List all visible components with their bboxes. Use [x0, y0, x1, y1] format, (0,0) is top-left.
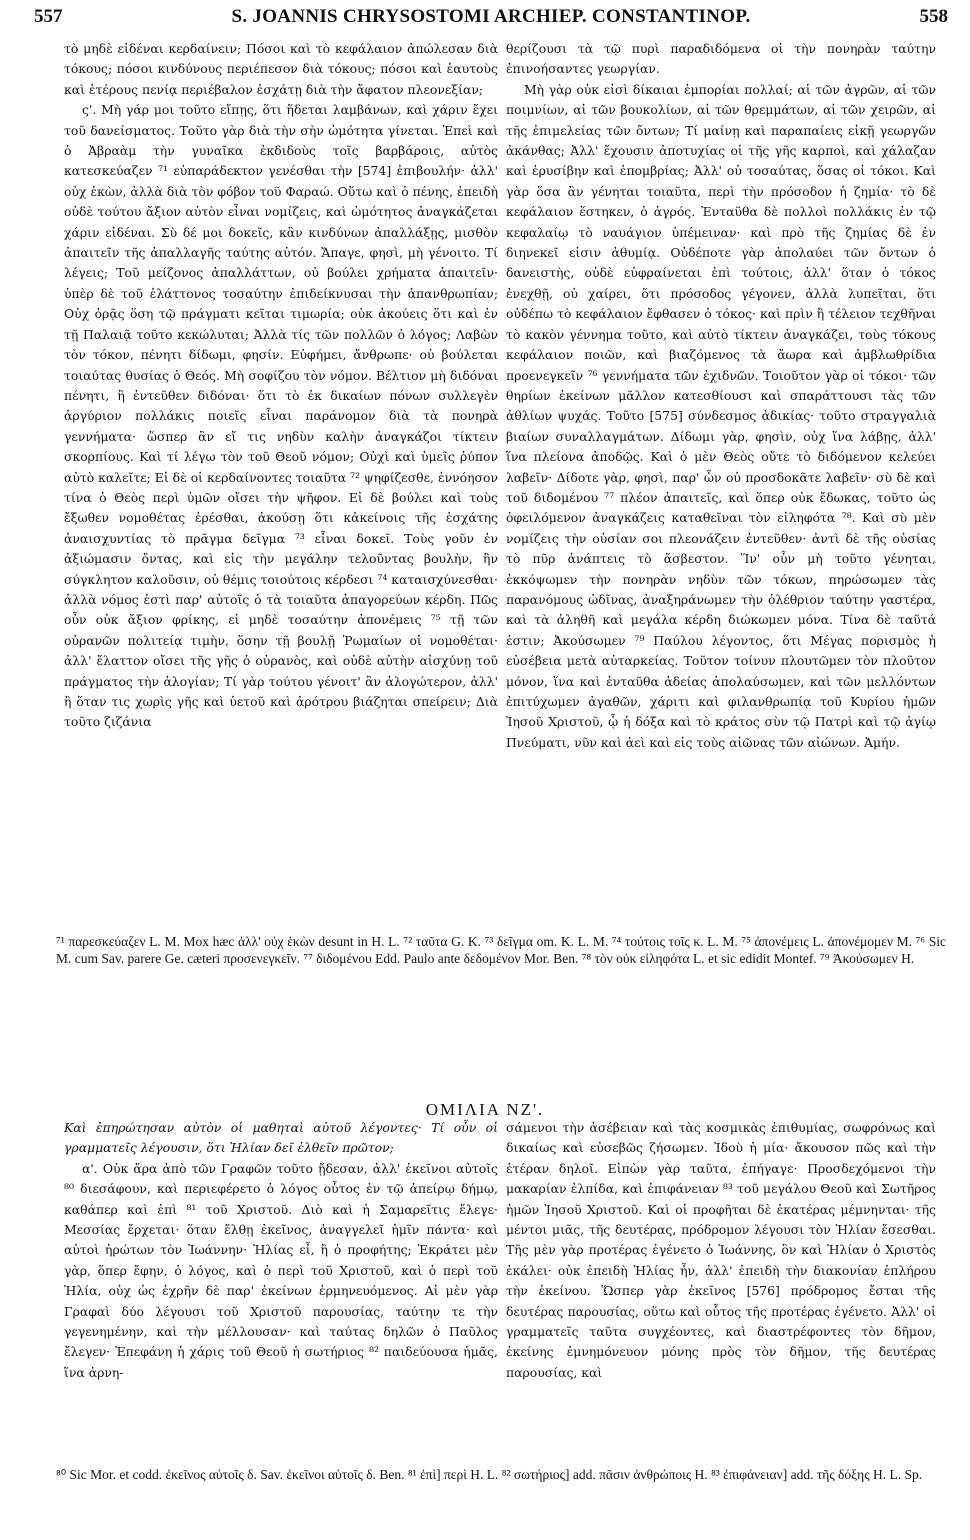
footnotes-upper	[56, 933, 946, 967]
running-header	[34, 6, 948, 36]
paragraph: Μὴ γὰρ οὐκ εἰσὶ δίκαιαι ἐμπορίαι πολλαί; αἱ τῶν ἀγρῶν, αἱ τῶν ποιμνίων, αἱ τῶν βουκολίων, αἱ τῶν θρεμμάτων, αἱ τῶν χειρῶν, αἱ τῆς ἐπιμελείας τῶν ὄντων; Τί μαίνῃ καὶ παραπαίεις εἰκῇ γεωργῶν ἀκάνθας; Ἀλλ' ἔχουσιν ἀποτυχίας οἱ τῆς γῆς καρποὶ, καὶ χάλαζαν καὶ ἐρυσίβην καὶ ἐπομβρίας; Ἀλλ' οὐ τοσαύτας, ὅσας οἱ τόκοι. Καὶ γὰρ ὅσα ἂν γένηται τοιαῦτα, περὶ τὴν πρόσοδον ἡ ζημία· τὸ δὲ κεφάλαιον ἕστηκεν, ὁ ἀγρός. Ἐνταῦθα δὲ πολλοὶ πολλάκις ἐν τῷ κεφαλαίῳ τὸ ναυάγιον ὑπέμειναν· καὶ πρὸ τῆς ζημίας δὲ ἐν διηνεκεῖ εἰσιν ἀθυμίᾳ. Οὐδέποτε γὰρ ἀπολαύει τῶν ὄντων ὁ δανειστὴς, οὐδὲ εὐφραίνεται ἐπὶ τούτοις, ἀλλ' ὅταν ὁ τόκος ἐνεχθῇ, οὐ χαίρει, ὅτι πρόσοδος γέγονεν, ἀλλὰ λυπεῖται, ὅτι οὐδέπω τὸ κεφάλαιον ἔφθασεν ὁ τόκος· καὶ πρὶν ἢ τέλειον τεχθῆναι τὸ κακὸν γέννημα τοῦτο, καὶ αὐτὸ τίκτειν ἀναγκάζει, τοὺς τόκους κεφάλαιον ποιῶν, καὶ βιαζόμενος τὰ ἄωρα καὶ ἀμβλωθρίδια προενεγκεῖν ⁷⁶ γεννήματα τῶν ἐχιδνῶν. Τοιοῦτον γὰρ οἱ τόκοι· τῶν θηρίων ἐκείνων μᾶλλον κατεσθίουσι καὶ σπαράττουσι τὰς τῶν ἀθλίων ψυχάς. Τοῦτο [575] σύνδεσμος ἀδικίας· τοῦτο στραγγαλιὰ βιαίων συναλλαγμάτων. Δίδωμι γὰρ, φησὶν, οὐχ ἵνα λάβῃς, ἀλλ' ἵνα πλείονα ἀποδῷς. Καὶ ὁ μὲν Θεὸς οὔτε τὸ διδόμενον κελεύει λαβεῖν· Δίδοτε γὰρ, φησὶ, παρ' ὧν οὐ προσδοκᾶτε λαβεῖν· σὺ δὲ καὶ τοῦ διδομένου ⁷⁷ πλέον ἀπαιτεῖς, καὶ ὅπερ οὐκ ἔδωκας, τοῦτο ὡς ὀφειλόμενον ἀναγκάζεις καταθεῖναι τὸν εἰληφότα ⁷⁸. Καὶ σὺ μὲν νομίζεις τὴν οὐσίαν σοι πλεονάζειν ἐντεῦθεν· ἀντὶ δὲ τῆς οὐσίας τὸ πῦρ ἀνάπτεις τὸ ἄσβεστον. Ἵν' οὖν μὴ τοῦτο γένηται, ἐκκόψωμεν τὴν πονηρὰν νηδὺν τῶν τόκων, πηρώσωμεν τὰς παρανόμους ὠδῖνας, ἀναξηράνωμεν τὴν ὀλέθριον ταύτην γαστέρα, καὶ τὰ ἀληθῆ καὶ μεγάλα κέρδη διώκωμεν μόνα. Τίνα δὲ ταῦτά ἐστιν; Ἀκούσωμεν ⁷⁹ Παύλου λέγοντος, ὅτι Μέγας πορισμὸς ἡ εὐσέβεια μετὰ αὐταρκείας. Τοῦτον τοίνυν πλουτῶμεν τὸν πλοῦτον μόνον, ἵνα καὶ ἐνταῦθα ἀδείας ἀπολαύσωμεν, καὶ τῶν μελλόντων ἐπιτύχωμεν ἀγαθῶν, χάριτι καὶ φιλανθρωπίᾳ τοῦ Κυρίου ἡμῶν Ἰησοῦ Χριστοῦ, ᾧ ἡ δόξα καὶ τὸ κράτος σὺν τῷ Πατρὶ καὶ τῷ ἁγίῳ Πνεύματι, νῦν καὶ ἀεὶ καὶ εἰς τοὺς αἰῶνας τῶν αἰώνων. Ἀμήν.	[506, 81, 936, 750]
footnote-text: ⁷¹ παρεσκεύαζεν L. M. Mox hæc ἀλλ' οὐχ ἑκὼν desunt in H. L. ⁷² ταῦτα G. K. ⁷³ δεῖγμα om. K. L. M. ⁷⁴ τούτοις τοῖς κ. L. M. ⁷⁵ ἀπονέμεις L. ἀπονέμομεν M. ⁷⁶ Sic M. cum Sav. parere Ge. cæteri προσενεγκεῖν. ⁷⁷ διδομένου Edd. Paulo ante δεδομένον Mor. Ben. ⁷⁸ τὸν οὐκ εἰληφότα L. et sic edidit Montef. ⁷⁹ Ἀκούσωμεν H.	[56, 934, 946, 966]
paragraph: α'. Οὐκ ἄρα ἀπὸ τῶν Γραφῶν τοῦτο ᾔδεσαν, ἀλλ' ἐκεῖνοι αὐτοῖς ⁸⁰ διεσάφουν, καὶ περιεφέρετο ὁ λόγος οὗτος ἐν τῷ ἀπείρῳ δήμῳ, καθάπερ καὶ ἐπὶ ⁸¹ τοῦ Χριστοῦ. Διὸ καὶ ἡ Σαμαρεῖτις ἔλεγε· Μεσσίας ἔρχεται· ὅταν ἔλθῃ ἐκεῖνος, ἀναγγελεῖ ἡμῖν πάντα· καὶ αὐτοὶ ἠρώτων τὸν Ἰωάννην· Ἠλίας εἶ, ἢ ὁ προφήτης; Ἐκράτει μὲν γὰρ, ὅπερ ἔφην, ὁ λόγος, καὶ ὁ περὶ τοῦ Χριστοῦ, καὶ ὁ περὶ τοῦ Ἠλία, οὐχ ὡς ἐχρῆν δὲ παρ' ἐκείνων ἑρμηνευόμενος. Αἱ μὲν γὰρ Γραφαὶ δύο λέγουσι τοῦ Χριστοῦ παρουσίας, ταύτην τε τὴν γεγενημένην, καὶ τὴν μέλλουσαν· καὶ ταύτας δηλῶν ὁ Παῦλος ἔλεγεν· Ἐπεφάνη ἡ χάρις τοῦ Θεοῦ ἡ σωτήριος ⁸² παιδεύουσα ἡμᾶς, ἵνα ἀρνη-	[64, 1160, 498, 1380]
running-title: S. JOANNIS CHRYSOSTOMI ARCHIEP. CONSTANTINOP.	[231, 6, 751, 27]
footnote-text: ⁸⁰ Sic Mor. et codd. ἐκεῖνος αὐτοῖς δ. Sav. ἐκεῖνοι αὐτοῖς δ. Ben. ⁸¹ ἐπὶ] περὶ H. L. ⁸² σωτήριος] add. πᾶσιν ἀνθρώποις H. ⁸³ ἐπιφάνειαν] add. τῆς δόξης H. L. Sp.	[56, 1467, 923, 1482]
homily-title: ΟΜΙΛΙΑ ΝΖ'.	[425, 1100, 545, 1119]
footnotes-lower	[56, 1466, 946, 1483]
page-number-right: 558	[919, 6, 948, 27]
homily-left-column	[64, 1118, 498, 1383]
paragraph: σάμενοι τὴν ἀσέβειαν καὶ τὰς κοσμικὰς ἐπιθυμίας, σωφρόνως καὶ δικαίως καὶ εὐσεβῶς ζήσωμεν. Ἰδοὺ ἡ μία· ἄκουσον πῶς καὶ τὴν ἑτέραν δηλοῖ. Εἰπὼν γὰρ ταῦτα, ἐπήγαγε· Προσδεχόμενοι τὴν μακαρίαν ἐλπίδα, καὶ ἐπιφάνειαν ⁸³ τοῦ μεγάλου Θεοῦ καὶ Σωτῆρος ἡμῶν Ἰησοῦ Χριστοῦ. Καὶ οἱ προφῆται δὲ ἑκατέρας μέμνηνται· τῆς μέντοι μιᾶς, τῆς δευτέρας, πρόδρομον λέγουσι τὸν Ἠλίαν ἔσεσθαι. Τῆς μὲν γὰρ προτέρας ἐγένετο ὁ Ἰωάννης, ὃν καὶ Ἠλίαν ὁ Χριστὸς ἐκάλει· οὐκ ἐπειδὴ Ἠλίας ἦν, ἀλλ' ἐπειδὴ τὴν διακονίαν ἐπλήρου τὴν ἐκείνου. Ὥσπερ γὰρ ἐκεῖνος [576] πρόδρομος ἔσται τῆς δευτέρας παρουσίας, οὕτω καὶ οὗτος τῆς προτέρας ἐγένετο. Ἀλλ' οἱ γραμματεῖς ταῦτα συγχέοντες, καὶ διαστρέφοντες τὸν δῆμον, ἐκείνης ἐμνημόνευον μόνης πρὸς τὸν δῆμον, τῆς δευτέρας παρουσίας, καὶ	[506, 1120, 936, 1380]
upper-right-column	[506, 39, 936, 753]
upper-left-column	[64, 39, 498, 733]
homily-right-column	[506, 1118, 936, 1383]
paragraph: τὸ μηδὲ εἰδέναι κερδαίνειν; Πόσοι καὶ τὸ κεφάλαιον ἀπώλεσαν διὰ τόκους; πόσοι κινδύνους περιέπεσον διὰ τόκους; πόσοι καὶ ἑαυτοὺς καὶ ἑτέρους πενίᾳ περιέβαλον ἐσχάτῃ διὰ τὴν ἄφατον πλεονεξίαν;	[64, 41, 498, 97]
paragraph: θερίζουσι τὰ τῷ πυρὶ παραδιδόμενα οἱ τὴν πονηρὰν ταύτην ἐπινοήσαντες γεωργίαν.	[506, 41, 936, 77]
gospel-lemma: Καὶ ἐπηρώτησαν αὐτὸν οἱ μαθηταὶ αὐτοῦ λέγοντες· Τί οὖν οἱ γραμματεῖς λέγουσιν, ὅτι Ἠλίαν δεῖ ἐλθεῖν πρῶτον;	[64, 1120, 498, 1156]
paragraph: ς'. Μὴ γάρ μοι τοῦτο εἴπῃς, ὅτι ἥδεται λαμβάνων, καὶ χάριν ἔχει τοῦ δανείσματος. Τοῦτο γὰρ διὰ τὴν σὴν ὠμότητα γίνεται. Ἐπεὶ καὶ ὁ Ἀβραὰμ τὴν γυναῖκα ἐκδιδοὺς τοῖς βαρβάροις, αὐτὸς κατεσκεύαζεν ⁷¹ εὐπαράδεκτον γενέσθαι τὴν [574] ἐπιβουλήν· ἀλλ' οὐχ ἑκὼν, ἀλλὰ διὰ τὸν φόβον τοῦ Φαραώ. Οὕτω καὶ ὁ πένης, ἐπειδὴ οὐδὲ τούτου ἄξιον αὐτὸν εἶναι νομίζεις, καὶ ὠμότητος ἀναγκάζεται χάριν εἰδέναι. Σὺ δέ μοι δοκεῖς, κἂν κινδύνων ἀπαλλάξῃς, μισθὸν ἀπαιτεῖν τῆς ἀπαλλαγῆς ταύτης αὐτόν. Ἄπαγε, φησὶ, μὴ γένοιτο. Τί λέγεις; Τοῦ μείζονος ἀπαλλάττων, οὐ βούλει χρήματα ἀπαιτεῖν· ὑπὲρ δὲ τοῦ ἐλάττονος τοσαύτην ἐπιδείκνυσαι τὴν ἀπανθρωπίαν; Οὐχ ὁρᾷς ὅση τῷ πράγματι κεῖται τιμωρία; οὐκ ἀκούεις ὅτι καὶ ἐν τῇ Παλαιᾷ τοῦτο κεκώλυται; Ἀλλὰ τίς τῶν πολλῶν ὁ λόγος; Λαβὼν τὸν τόκον, πένητι δίδωμι, φησίν. Εὐφήμει, ἄνθρωπε· οὐ βούλεται τοιαύτας θυσίας ὁ Θεός. Μὴ σοφίζου τὸν νόμον. Βέλτιον μὴ διδόναι πένητι, ἢ ἐντεῦθεν διδόναι· ὅτι τὸ ἐκ δικαίων πόνων συλλεγὲν ἀργύριον πολλάκις ποιεῖς εἶναι παράνομον διὰ τὰ πονηρὰ γεννήματα· ὥσπερ ἂν εἴ τις νηδὺν καλὴν ἀναγκάζοι τίκτειν σκορπίους. Καὶ τί λέγω τὸν τοῦ Θεοῦ νόμον; Οὐχὶ καὶ ὑμεῖς ῥύπον αὐτὸ καλεῖτε; Εἰ δὲ οἱ κερδαίνοντες τοιαῦτα ⁷² ψηφίζεσθε, ἐννόησον τίνα ὁ Θεὸς περὶ ὑμῶν οἴσει τὴν ψῆφον. Εἰ δὲ βούλει καὶ τοὺς ἔξωθεν νομοθέτας ἐρέσθαι, ἀκούσῃ ὅτι κἀκείνοις τῆς ἐσχάτης ἀναισχυντίας τὸ πρᾶγμα δεῖγμα ⁷³ εἶναι δοκεῖ. Τοὺς γοῦν ἐν ἀξιώμασιν ὄντας, καὶ εἰς τὴν μεγάλην τελοῦντας βουλὴν, ἣν σύγκλητον καλοῦσιν, οὐ θέμις τοιούτοις κέρδεσι ⁷⁴ καταισχύνεσθαι· ἀλλὰ νόμος ἐστὶ παρ' αὐτοῖς ὁ τὰ τοιαῦτα ἀπαγορεύων κέρδη. Πῶς οὖν οὐκ ἄξιον φρίκης, εἰ μηδὲ τοσαύτην ἀπονέμεις ⁷⁵ τῇ τῶν οὐρανῶν πολιτείᾳ τιμὴν, ὅσην τῇ βουλῇ Ῥωμαίων οἱ νομοθέται· ἀλλ' ἔλαττον οἴσει τῆς γῆς ὁ οὐρανὸς, καὶ οὐδὲ αὐτὴν αἰσχύνῃ τοῦ πράγματος τὴν ἀλογίαν; Τί γὰρ τούτου γένοιτ' ἂν ἀλογώτερον, ἀλλ' ἢ ὅταν τις χωρὶς γῆς καὶ ὑετοῦ καὶ ἀρότρου βιάζηται σπείρειν; Διὰ τοῦτο ζιζάνια	[64, 102, 498, 730]
page-number-left: 557	[34, 6, 63, 27]
